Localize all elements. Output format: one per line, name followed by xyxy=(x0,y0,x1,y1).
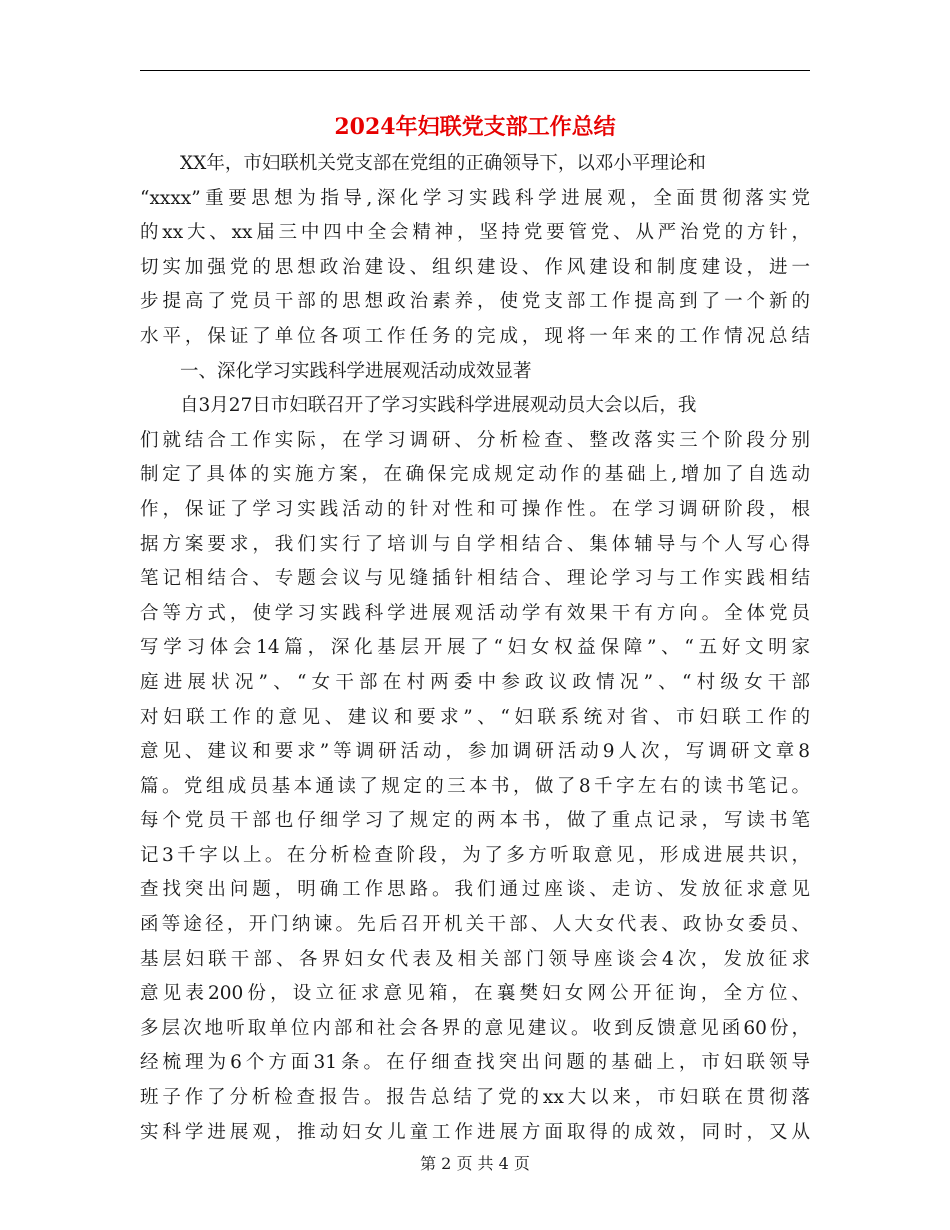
paragraph-line: 制定了具体的实施方案，在确保完成规定动作的基础上,增加了自选动 xyxy=(140,464,810,486)
paragraph-line: 水平，保证了单位各项工作任务的完成，现将一年来的工作情况总结 xyxy=(140,325,810,347)
paragraph-line: 查找突出问题，明确工作思路。我们通过座谈、走访、发放征求意见 xyxy=(140,879,810,901)
paragraph-line: 合等方式，使学习实践科学进展观活动学有效果干有方向。全体党员 xyxy=(140,602,810,624)
paragraph-line: 意见表200份，设立征求意见箱，在襄樊妇女网公开征询，全方位、 xyxy=(140,983,810,1005)
paragraph-line: 切实加强党的思想政治建设、组织建设、作风建设和制度建设，进一 xyxy=(140,256,810,278)
paragraph-line: 自3月27日市妇联召开了学习实践科学进展观动员大会以后，我 xyxy=(180,395,697,417)
paragraph-line: 篇。党组成员基本通读了规定的三本书，做了8千字左右的读书笔记。 xyxy=(140,775,810,797)
paragraph-line: 庭进展状况”、“女干部在村两委中参政议政情况”、“村级女干部 xyxy=(140,671,810,693)
paragraph-line: 写学习体会14篇，深化基层开展了“妇女权益保障”、“五好文明家 xyxy=(140,637,810,659)
paragraph-line: 多层次地听取单位内部和社会各界的意见建议。收到反馈意见函60份， xyxy=(140,1017,810,1039)
paragraph-line: 们就结合工作实际，在学习调研、分析检查、整改落实三个阶段分别 xyxy=(140,429,810,451)
paragraph-line: 意见、建议和要求”等调研活动，参加调研活动9人次，写调研文章8 xyxy=(140,741,810,763)
paragraph-line: 函等途径，开门纳谏。先后召开机关干部、人大女代表、政协女委员、 xyxy=(140,914,810,936)
body-text xyxy=(140,147,810,1150)
paragraph-line: 每个党员干部也仔细学习了规定的两本书，做了重点记录，写读书笔 xyxy=(140,810,810,832)
paragraph-line: 的xx大、xx届三中四中全会精神，坚持党要管党、从严治党的方针， xyxy=(140,222,810,244)
paragraph-line: XX年，市妇联机关党支部在党组的正确领导下，以邓小平理论和 xyxy=(180,153,706,174)
section-heading: 一、深化学习实践科学进展观活动成效显著 xyxy=(180,360,532,382)
header-rule xyxy=(140,70,810,71)
paragraph-line: “xxxx”重要思想为指导,深化学习实践科学进展观，全面贯彻落实党 xyxy=(140,187,810,209)
paragraph-line: 作，保证了学习实践活动的针对性和可操作性。在学习调研阶段，根 xyxy=(140,498,810,520)
page-number-footer: 第 2 页 共 4 页 xyxy=(420,1154,530,1173)
paragraph-line: 对妇联工作的意见、建议和要求”、“妇联系统对省、市妇联工作的 xyxy=(140,706,810,728)
paragraph-line: 笔记相结合、专题会议与见缝插针相结合、理论学习与工作实践相结 xyxy=(140,568,810,590)
paragraph-line: 实科学进展观，推动妇女儿童工作进展方面取得的成效，同时，又从 xyxy=(140,1121,810,1143)
paragraph-line: 基层妇联干部、各界妇女代表及相关部门领导座谈会4次，发放征求 xyxy=(140,948,810,970)
page-title: 2024年妇联党支部工作总结 xyxy=(334,114,616,140)
paragraph-line: 记3千字以上。在分析检查阶段，为了多方听取意见，形成进展共识， xyxy=(140,844,810,866)
paragraph-line: 据方案要求，我们实行了培训与自学相结合、集体辅导与个人写心得 xyxy=(140,533,810,555)
paragraph-line: 班子作了分析检查报告。报告总结了党的xx大以来，市妇联在贯彻落 xyxy=(140,1087,810,1109)
paragraph-line: 步提高了党员干部的思想政治素养，使党支部工作提高到了一个新的 xyxy=(140,291,810,313)
paragraph-line: 经梳理为6个方面31条。在仔细查找突出问题的基础上，市妇联领导 xyxy=(140,1052,810,1074)
